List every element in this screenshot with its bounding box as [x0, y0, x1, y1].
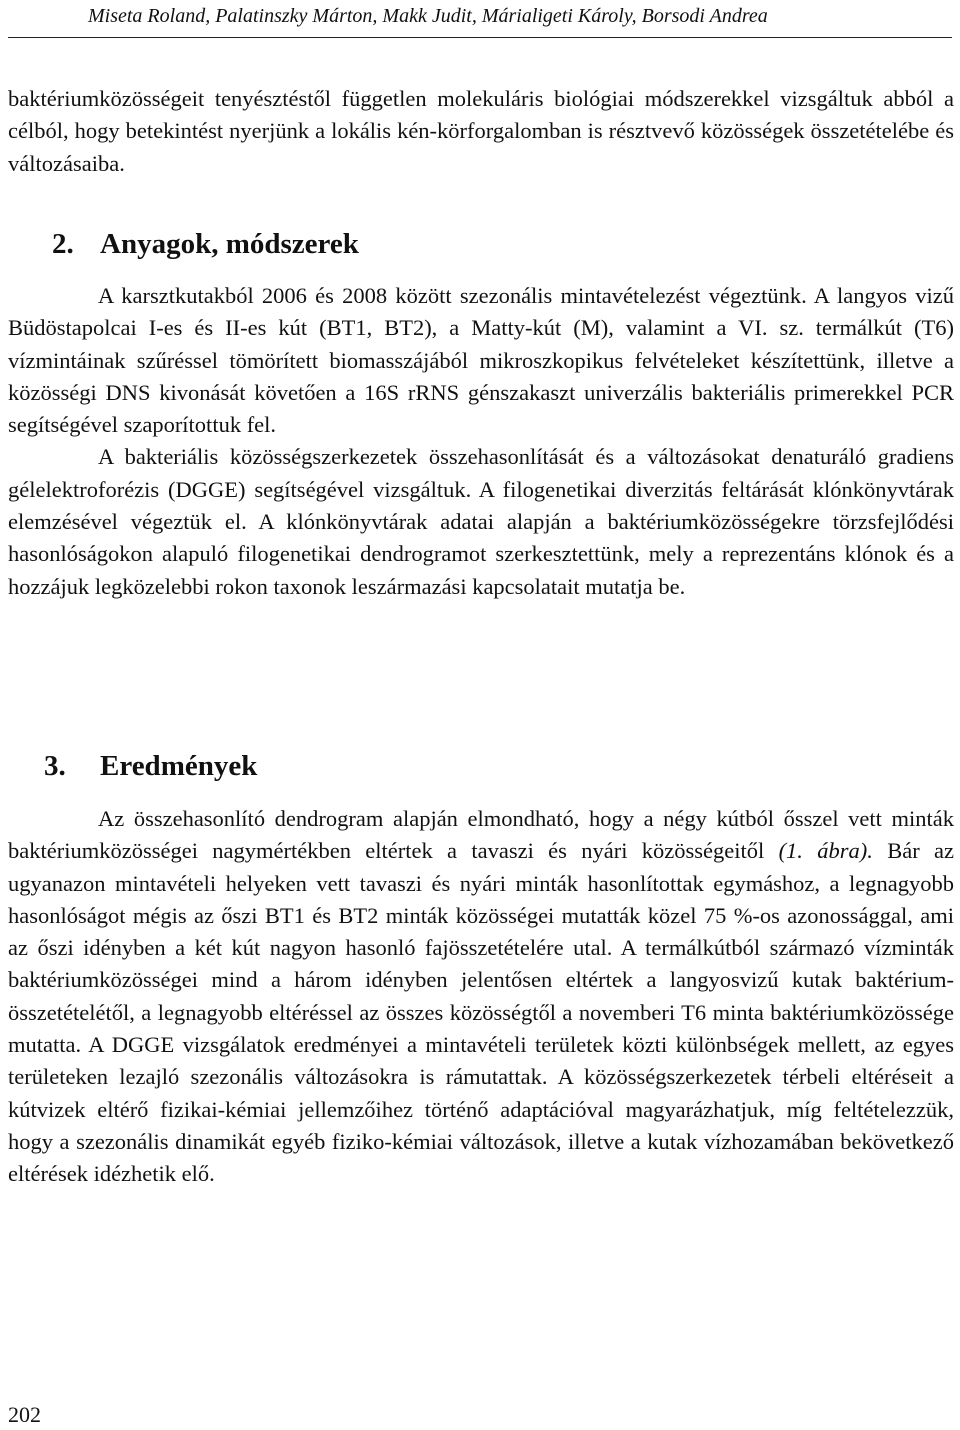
section-number: 2.: [52, 228, 74, 260]
intro-paragraph-block: [8, 83, 954, 180]
methods-section-body: [8, 280, 954, 603]
section-heading-results: [44, 749, 257, 783]
results-text-part-2: Bár az ugyanazon mintavételi helyeken vett tavaszi és nyári minták hasonlítottak egymáshoz, a legnagyobb hasonlóságot mégis az őszi BT1 és BT2 minták közösségei mutatták közel 75 %-os azonossággal, ami az őszi idényben a két kút nagyon hasonló fajösszetételére utal. A termálkútból származó vízminták baktériumközösségei mind a három idényben jelentősen eltértek a langyosvizű kutak baktérium-összetételétől, a legnagyobb eltéréssel az összes közösségtől a novemberi T6 minta baktériumközössége mutatta. A DGGE vizsgálatok eredményei a mintavételi területek közti különbségek mellett, az egyes területeken lezajló szezonális változásokra is rámutattak. A közösségszerkezetek térbeli eltéréseit a kútvizek eltérő fizikai-kémiai jellemzőihez történő adaptációval magyarázhatjuk, míg feltételezzük, hogy a szezonális dinamikát egyéb fiziko-kémiai változások, illetve a kutak vízhozamában bekövetkező eltérések idézhetik elő.: [8, 838, 954, 1187]
header-rule: [8, 37, 952, 38]
results-section-body: [8, 803, 954, 1191]
page-number: 202: [8, 1402, 41, 1427]
section-heading-methods: [52, 227, 359, 261]
section-number: 3.: [44, 750, 66, 782]
methods-paragraph-1: A karsztkutakból 2006 és 2008 között szezonális mintavételezést végeztünk. A langyos vizű Büdöstapolcai I-es és II-es kút (BT1, BT2), a Matty-kút (M), valamint a VI. sz. termálkút (T6) vízmintáinak szűréssel tömörített biomasszájából mikroszkopikus felvételeket készítettünk, illetve a közösségi DNS kivonását követően a 16S rRNS génszakaszt univerzális bakteriális primerekkel PCR segítségével szaporítottuk fel.: [8, 283, 954, 438]
running-header-authors: Miseta Roland, Palatinszky Márton, Makk Judit, Márialigeti Károly, Borsodi Andrea: [88, 5, 768, 27]
intro-paragraph: baktériumközösségeit tenyésztéstől független molekuláris biológiai módszerekkel vizsgáltuk abból a célból, hogy betekintést nyerjünk a lokális kén-körforgalomban is résztvevő közösségek összetételébe és változásaiba.: [8, 86, 954, 176]
results-paragraph: [8, 803, 954, 1191]
section-title: Anyagok, módszerek: [100, 228, 359, 260]
results-text-part-1: Az összehasonlító dendrogram alapján elmondható, hogy a négy kútból ősszel vett minták baktériumközösségei nagymértékben eltértek a tavaszi és nyári közösségeitől: [8, 806, 954, 864]
section-title: Eredmények: [100, 750, 258, 782]
methods-paragraph-2: A bakteriális közösségszerkezetek összehasonlítását és a változásokat denaturáló gradiens gélelektroforézis (DGGE) segítségével vizsgáltuk. A filogenetikai diverzitás feltárását klónkönyvtárak elemzésével végeztük el. A klónkönyvtárak adatai alapján a baktériumközösségekre törzsfejlődési hasonlóságokon alapuló filogenetikai dendrogramot szerkesztettünk, mely a reprezentáns klónok és a hozzájuk legközelebbi rokon taxonok leszármazási kapcsolatait mutatja be.: [8, 444, 954, 599]
figure-reference[interactable]: (1. ábra).: [778, 838, 873, 864]
